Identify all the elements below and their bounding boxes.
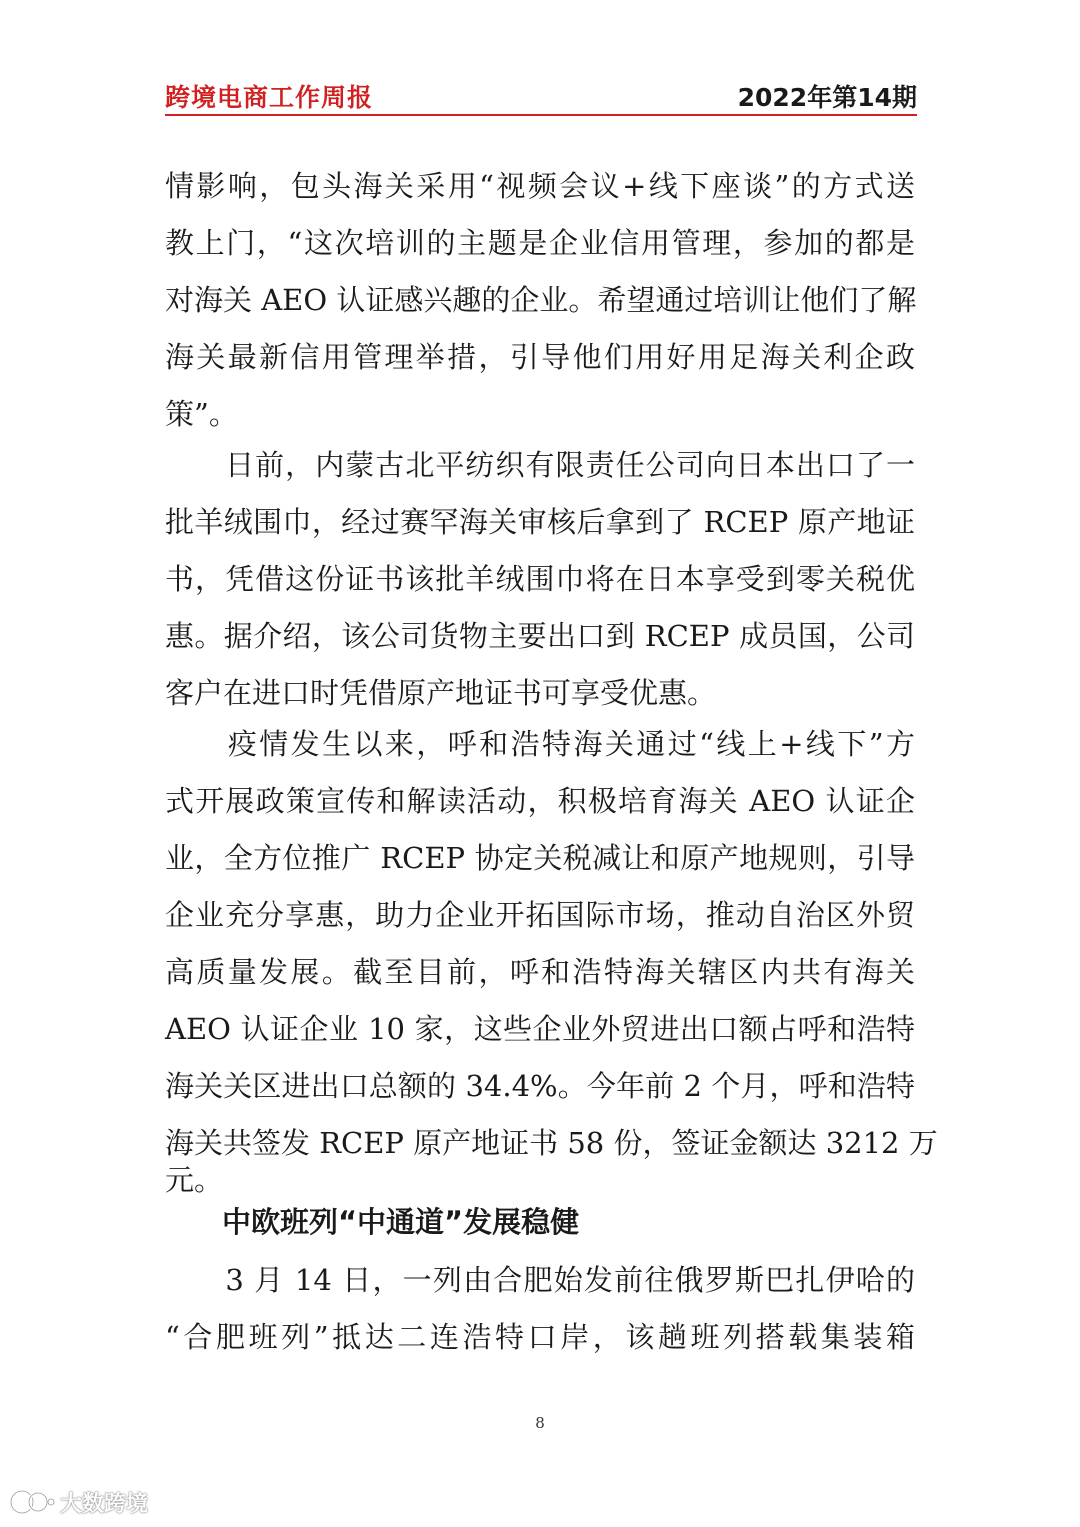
section-heading: 中欧班列“中通道”发展稳健 — [222, 1205, 580, 1239]
text-line: 企业充分享惠，助力企业开拓国际市场，推动自治区外贸 — [165, 898, 915, 932]
text-line: 海关最新信用管理举措，引导他们用好用足海关利企政 — [165, 340, 915, 374]
text-line: 对海关 AEO 认证感兴趣的企业。希望通过培训让他们了解 — [165, 283, 917, 317]
text-line: 业，全方位推广 RCEP 协定关税减让和原产地规则，引导 — [165, 841, 915, 875]
page-header — [165, 72, 917, 116]
text-line: 海关共签发 RCEP 原产地证书 58 份，签证金额达 3212 万 — [165, 1126, 938, 1160]
text-line: 客户在进口时凭借原产地证书可享受优惠。 — [165, 676, 717, 710]
text-line: 高质量发展。截至目前，呼和浩特海关辖区内共有海关 — [165, 955, 915, 989]
text-line: 元。 — [165, 1163, 224, 1197]
text-line: 海关关区进出口总额的 34.4%。今年前 2 个月，呼和浩特 — [165, 1069, 915, 1103]
text-line: 书，凭借这份证书该批羊绒围巾将在日本享受到零关税优 — [165, 562, 915, 596]
text-line: AEO 认证企业 10 家，这些企业外贸进出口额占呼和浩特 — [165, 1012, 915, 1046]
watermark-logo-icon — [8, 1488, 56, 1516]
text-line: 情影响，包头海关采用“视频会议+线下座谈”的方式送 — [165, 169, 915, 203]
text-line: 批羊绒围巾，经过赛罕海关审核后拿到了 RCEP 原产地证 — [165, 505, 915, 539]
text-line: 式开展政策宣传和解读活动，积极培育海关 AEO 认证企 — [165, 784, 915, 818]
text-line: “合肥班列”抵达二连浩特口岸，该趟班列搭载集装箱 — [165, 1320, 915, 1354]
text-line: 策”。 — [165, 397, 238, 431]
text-line: 日前，内蒙古北平纺织有限责任公司向日本出口了一 — [165, 448, 915, 482]
page-number: 8 — [535, 1414, 545, 1432]
text-line: 教上门，“这次培训的主题是企业信用管理，参加的都是 — [165, 226, 915, 260]
header-divider — [165, 114, 917, 116]
report-title: 跨境电商工作周报 — [165, 83, 374, 112]
watermark — [8, 1486, 148, 1518]
text-line: 疫情发生以来，呼和浩特海关通过“线上+线下”方 — [165, 727, 915, 761]
watermark-text: 大数跨境 — [60, 1491, 149, 1517]
text-line: 3 月 14 日，一列由合肥始发前往俄罗斯巴扎伊哈的 — [165, 1263, 915, 1297]
text-line: 惠。据介绍，该公司货物主要出口到 RCEP 成员国，公司 — [165, 619, 915, 653]
issue-number: 2022年第14期 — [737, 83, 917, 112]
